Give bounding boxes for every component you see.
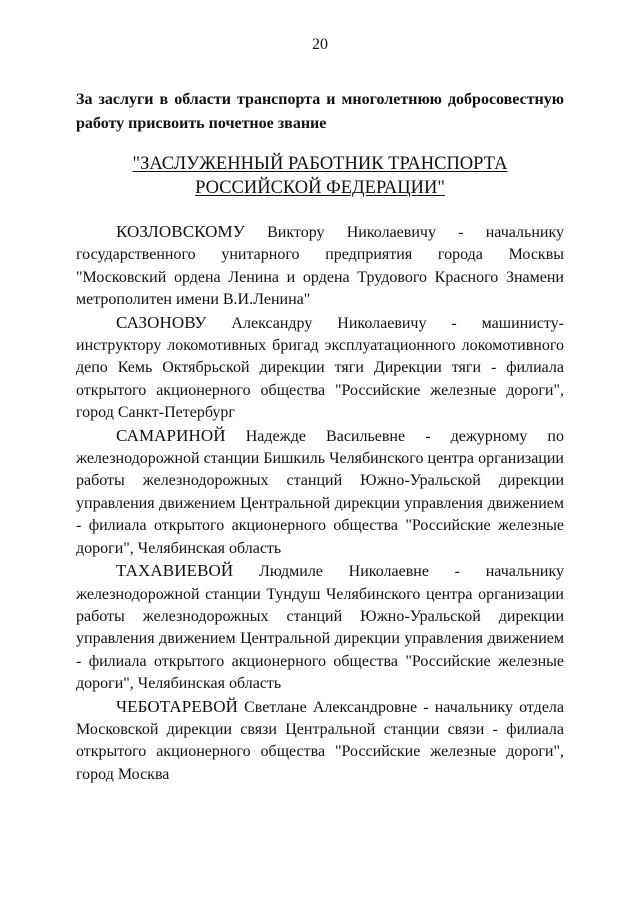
recipient-entry-5 [76, 696, 564, 787]
recipient-entry-2 [76, 312, 564, 425]
award-title-line-1: "ЗАСЛУЖЕННЫЙ РАБОТНИК ТРАНСПОРТА [132, 154, 508, 174]
recipient-entry-4 [76, 560, 564, 695]
recipient-surname: САЗОНОВУ [116, 312, 207, 332]
recipient-entry-1 [76, 221, 564, 312]
recipient-details: Виктору Николаевичу - начальнику государственного унитарного предприятия города Москвы "Московский ордена Ленина и ордена Трудового Красного Знамени метрополитен имени В.И.Ленина" [76, 224, 564, 309]
recipient-details: Надежде Васильевне - дежурному по железнодорожной станции Бишкиль Челябинского центра организации работы железнодорожных станций Южно-Уральской дирекции управления движением Центральной дирекции управления движением - филиала открытого акционерного общества "Российские железные дороги", Челябинская область [76, 427, 564, 557]
intro-text: За заслуги в области транспорта и многолетнюю добросовестную работу присвоить почетное звание [76, 91, 564, 132]
recipient-surname: КОЗЛОВСКОМУ [116, 222, 245, 241]
award-title [0, 152, 640, 200]
recipient-surname: ЧЕБОТАРЕВОЙ [116, 696, 239, 716]
recipient-entry-3 [76, 425, 564, 560]
recipient-surname: САМАРИНОЙ [116, 425, 226, 445]
page-number: 20 [312, 36, 328, 53]
recipient-details: Людмиле Николаевне - начальнику железнодорожной станции Тундуш Челябинского центра организации работы железнодорожных станций Южно-Уральской дирекции управления движением Центральной дирекции управления движением - филиала открытого акционерного общества "Российские железные дороги", Челябинская область [76, 563, 564, 693]
award-title-line-2: РОССИЙСКОЙ ФЕДЕРАЦИИ" [195, 178, 445, 198]
recipient-details: Светлане Александровне - начальнику отдела Московской дирекции связи Центральной станции связи - филиала открытого акционерного общества "Российские железные дороги", город Москва [76, 698, 564, 783]
award-recipients-list [76, 221, 564, 786]
recipient-details: Александру Николаевичу - машинисту-инструктору локомотивных бригад эксплуатационного локомотивного депо Кемь Октябрьской дирекции тяги Дирекции тяги - филиала открытого акционерного общества "Российские железные дороги", город Санкт-Петербург [76, 314, 564, 422]
recipient-surname: ТАХАВИЕВОЙ [116, 561, 234, 581]
